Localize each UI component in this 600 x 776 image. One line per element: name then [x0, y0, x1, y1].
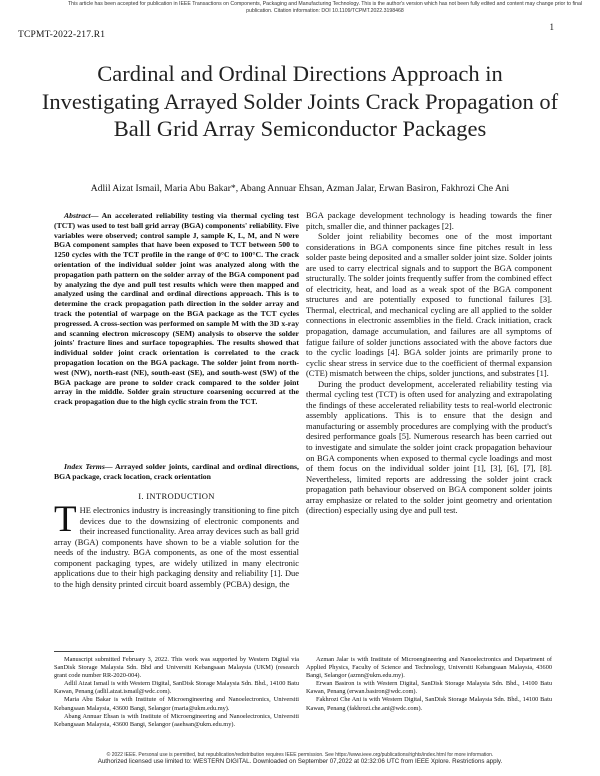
footnote: Azman Jalar is with Institute of Microengineering and Nanoelectronics and Department of Applied Physics, Faculty of Science and Technology, Universiti Kebangsaan Malaysia, 43600 Bangi, Selangor (azmn@ukm.edu.my).	[306, 656, 552, 680]
index-terms	[54, 462, 299, 482]
footnote-rule	[54, 651, 134, 652]
paragraph-product-development: During the product development, accelerated reliability testing via thermal cycling test (TCT) is often used for analyzing and extrapolating the findings of these accelerated reliability tests to real-world electronic assembly applications. This is to ensure that the design and manufacturing or assembly procedures are complying with the product's desired performance goals [5]. Numerous research has been carried out to investigate and simulate the solder joint crack propagation behaviour on BGA components when exposed to thermal cycle loadings and most of them focus on the individual solder joint [1], [3], [6], [7], [8]. Nevertheless, limited reports are addressing the solder joint crack propagation path behaviour observed on BGA component solder joints array emphasize or related to the solder joint geometry and orientation (direction) especially using dye and pull test.	[306, 378, 552, 516]
abstract-label: Abstract—	[64, 211, 99, 220]
section-heading: I. INTRODUCTION	[138, 491, 215, 501]
page-number: 1	[549, 22, 554, 32]
running-head: TCPMT-2022-217.R1	[18, 30, 106, 40]
footnote: Adlil Aizat Ismail is with Western Digital, SanDisk Storage Malaysia Sdn. Bhd., 14100 Batu Kawan, Penang (adlil.aizat.ismail@wdc.com).	[54, 680, 299, 696]
paper-title: Cardinal and Ordinal Directions Approach in Investigating Arrayed Solder Joints Crack Propagation of Ball Grid Array Semiconductor Packages	[41, 61, 559, 141]
paragraph-continuation: BGA package development technology is heading towards the finer pitch, smaller die, and thinner packages [2].	[306, 210, 552, 231]
footnotes-left	[54, 656, 299, 729]
paragraph-solder-reliability: Solder joint reliability becomes one of the most important considerations in BGA components since fine pitches result in less solder paste being deposited and a smaller solder joint size. Solder joints are used to carry electrical signals and to support the BGA component structurally. The solder joints frequently suffer from the combined effect of electricity, heat, and load as a weak spot of the BGA component structures and are potentially exposed to functional failures [3]. Thermal, electrical, and mechanical cycling are all applied to the solder connections in electronic assemblies in the field. Crack initiation, crack propagation, damage accumulation, and failures are all symptoms of fatigue failure of solder junctions associated with the above factors due to the cyclic loadings [4]. BGA solder joints are primarily prone to cyclic shear stress in service due to the coefficient of thermal expansion (CTE) mismatch between the chips, solder junctions, and substrates [1].	[306, 231, 552, 379]
index-terms-label: Index Terms—	[64, 462, 113, 471]
license-notice: Authorized licensed use limited to: WESTERN DIGITAL. Downloaded on September 07,2022 at 02:32:06 UTC from IEEE Xplore. Restrictions apply.	[97, 758, 503, 765]
copyright-notice: © 2022 IEEE. Personal use is permitted, but republication/redistribution requires IEEE permission. See https://www.ieee.org/publications/rights/index.html for more information.	[106, 752, 494, 758]
footnote: Fakhrozi Che Ani is with Western Digital, SanDisk Storage Malaysia Sdn. Bhd., 14100 Batu Kawan, Penang (fakhrozi.che.ani@wdc.com).	[306, 696, 552, 712]
page-footer	[20, 752, 580, 766]
right-column-top	[306, 210, 552, 516]
abstract	[54, 211, 299, 407]
abstract-text: An accelerated reliability testing via thermal cycling test (TCT) was used to test ball grid array (BGA) components' reliability. Five variables were observed; control sample J, sample K, L, M, and N were BGA component samples that have been exposed to TCT between 500 to 1250 cycles with the TCT profile in the range of 0°C to 100°C. The crack orientation of the individual solder joint was analyzed along with the propagation path pattern on the solder array of the BGA component pad by analyzing the dye and pull test results which were then mapped and analyzed using the cardinal and ordinal directions approach. This is to determine the crack propagation path direction in the solder array and track the potential of warpage on the BGA package as the TCT cycles progressed. A cross-section was performed on sample M with the 3D x-ray and scanning electron microscopy (SEM) analysis to observe the solder joints' fracture lines and surface topographies. The results showed that individual solder joint crack orientation is correlated to the crack propagation location on the BGA package. The solder joint from north-west (NW), north-east (NE), south-east (SE), and south-west (SW) of the BGA package are prone to solder crack compared to the solder joint array in the middle. Solder grain structure coarsening occurred at the crack propagation due to the high cyclic strain from the TCT.	[54, 211, 299, 407]
publication-banner: This article has been accepted for publication in IEEE Transactions on Components, Packaging and Manufacturing Technology. This is the author's version which has not been fully edited and content may change prior to final publication. Citation information: DOI 10.1109/TCPMT.2022.3198468	[68, 1, 582, 14]
introduction-paragraph	[54, 499, 299, 589]
footnote: Abang Annuar Ehsan is with Institute of Microengineering and Nanoelectronics, Universiti Kebangsaan Malaysia, 43600 Bangi, Selangor (aaehsan@ukm.edu.my).	[54, 712, 299, 728]
intro-text: HE electronics industry is increasingly transitioning to fine pitch devices due to the downsizing of electronic components and their increased functionality. Area array devices such as ball grid array (BGA) components have shown to be a viable solution for the needs of the industry. BGA components, as one of the most essential component packaging types, are widely utilized in many electronic applications due to their high packaging density and reliability [1]. Due to the high density printed circuit board assembly (PCBA) design, the	[54, 505, 299, 589]
index-terms-text: Arrayed solder joints, cardinal and ordinal directions, BGA package, crack location, crack orientation	[54, 462, 299, 481]
drop-cap: T	[54, 499, 77, 540]
footnote: Manuscript submitted February 3, 2022. This work was supported by Western Digital via SanDisk Storage Malaysia Sdn. Bhd and Universiti Kebangsaan Malaysia (UKM) (research grant code number RR-2020-004).	[54, 656, 299, 680]
author-list: Adlil Aizat Ismail, Maria Abu Bakar*, Abang Annuar Ehsan, Azman Jalar, Erwan Basiron, Fakhrozi Che Ani	[90, 183, 510, 194]
footnote: Erwan Basiron is with Western Digital, SanDisk Storage Malaysia Sdn. Bhd., 14100 Batu Kawan, Penang (erwan.basiron@wdc.com).	[306, 680, 552, 696]
footnotes-right	[306, 656, 552, 713]
footnote: Maria Abu Bakar is with Institute of Microengineering and Nanoelectronics, Universiti Kebangsaan Malaysia, 43600 Bangi, Selangor (maria@ukm.edu.my).	[54, 696, 299, 712]
